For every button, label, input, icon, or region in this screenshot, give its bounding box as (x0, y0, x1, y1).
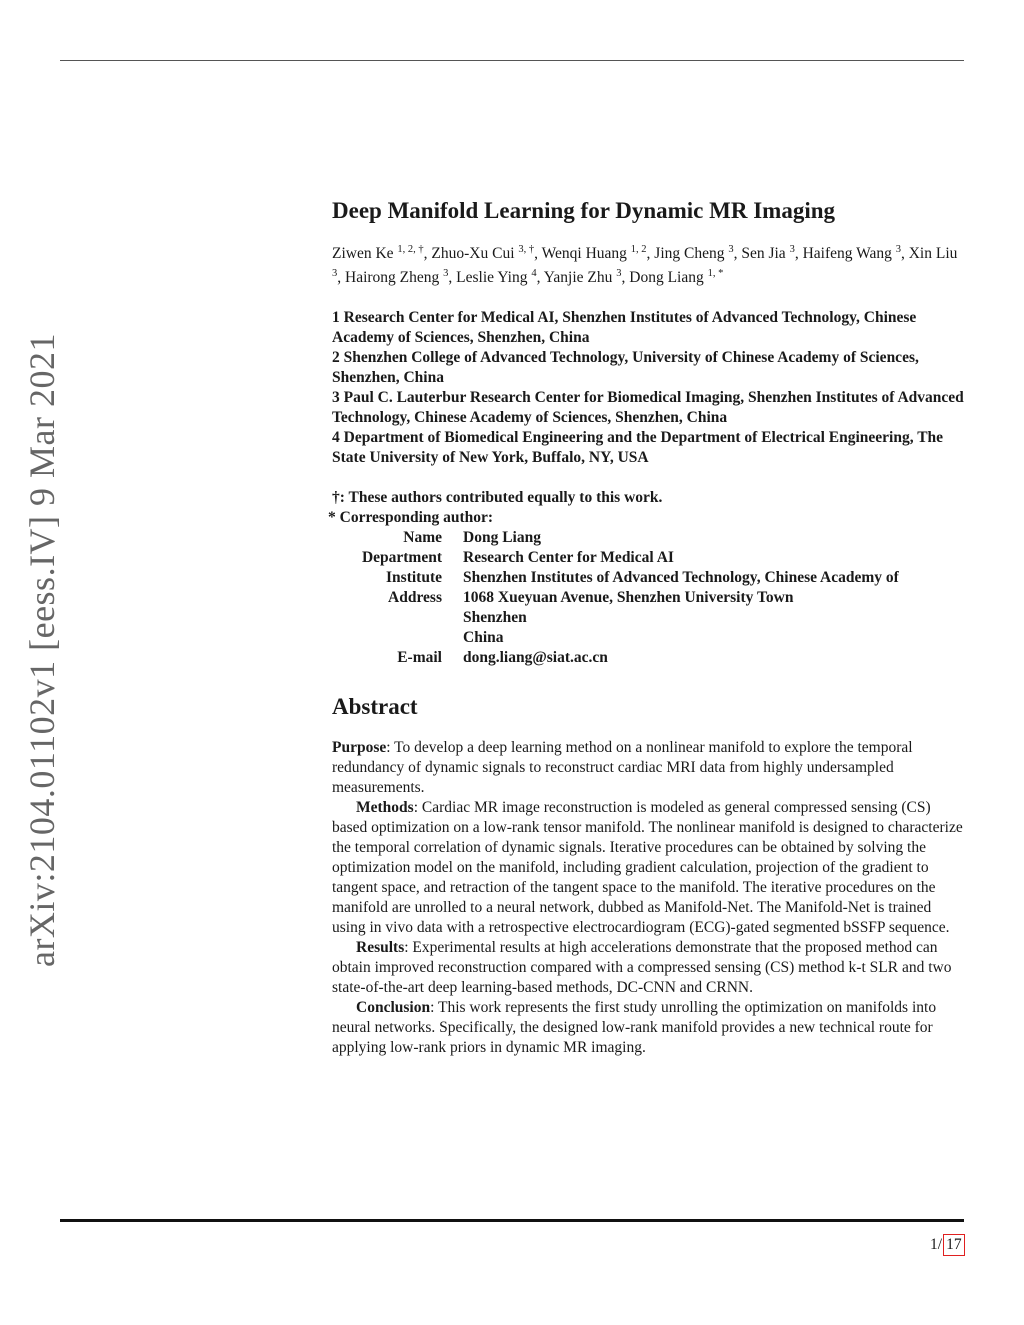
abstract-body (332, 738, 964, 1058)
author-affiliation-mark: 1, * (707, 268, 724, 280)
author-separator: , (621, 269, 630, 287)
contact-key: Department (361, 549, 442, 567)
author-separator: , (337, 269, 345, 287)
corresponding-author-heading: * Corresponding author: (328, 509, 494, 527)
contact-value: Research Center for Medical AI (463, 549, 674, 567)
contact-key: Address (388, 589, 442, 607)
contact-value: dong.liang@siat.ac.cn (463, 649, 608, 667)
author-affiliation-mark: 4 (531, 268, 537, 280)
contact-key: E-mail (397, 649, 442, 667)
author-affiliation-mark: 3 (443, 268, 449, 280)
affiliation: 2 Shenzhen College of Advanced Technology, University of Chinese Academy of Sciences, Shenzhen, China (332, 349, 919, 387)
author-separator: , (534, 245, 542, 263)
equal-contribution-note: †: These authors contributed equally to this work. (332, 489, 663, 507)
page-current: 1/ (930, 1236, 943, 1253)
contact-key: Name (403, 529, 442, 547)
contact-key: Institute (386, 569, 442, 587)
author-affiliation-mark: 3 (789, 244, 795, 255)
contact-table (332, 528, 972, 668)
abstract-paragraph (332, 998, 964, 1058)
affiliation: 3 Paul C. Lauterbur Research Center for Biomedical Imaging, Shenzhen Institutes of Advanced Technology, Chinese Academy of Sciences, Shenzhen, China (332, 389, 964, 427)
abstract-section-text: : To develop a deep learning method on a nonlinear manifold to explore the temporal redundancy of dynamic signals to reconstruct cardiac MRI data from highly undersampled measurements. (332, 739, 913, 797)
contact-row (332, 548, 972, 568)
contact-row (332, 528, 972, 548)
author-notes (328, 488, 972, 528)
author-name: Zhuo-Xu Cui (431, 245, 515, 263)
author-name: Hairong Zheng (345, 269, 440, 287)
author-name: Haifeng Wang (802, 245, 892, 263)
author-separator: , (536, 269, 544, 287)
affiliation-list (332, 308, 964, 468)
abstract-section-label: Methods (356, 799, 414, 817)
author-affiliation-mark: 3 (332, 268, 338, 280)
author-affiliation-mark: 1, 2, † (397, 244, 424, 255)
abstract-section-text: : Cardiac MR image reconstruction is modeled as general compressed sensing (CS) based optimization on a low-rank tensor manifold. The nonlinear manifold is designed to characterize the temporal correlation of dynamic signals. Iterative procedures can be obtained by solving the optimization model on the manifold, including gradient calculation, projection of the gradient to tangent space, and retraction of the tangent space to the manifold. The iterative procedures on the manifold are unrolled to a neural network, dubbed as Manifold-Net. The Manifold-Net is trained using in vivo data with a retrospective electrocardiogram (ECG)-gated segmented bSSFP sequence. (332, 799, 963, 937)
abstract-section-label: Purpose (332, 739, 387, 757)
abstract-heading: Abstract (332, 694, 418, 720)
abstract-paragraph (332, 738, 964, 798)
author-affiliation-mark: 3 (728, 244, 734, 255)
author-separator: , (423, 245, 432, 263)
author-name: Ziwen Ke (332, 245, 394, 263)
author-name: Leslie Ying (456, 269, 528, 287)
page-total-link[interactable]: 17 (943, 1234, 965, 1256)
header-rule (60, 60, 964, 61)
paper-title: Deep Manifold Learning for Dynamic MR Imaging (332, 198, 836, 223)
author-name: Xin Liu (908, 245, 958, 263)
author-affiliation-mark: 3, † (518, 244, 535, 255)
author-affiliation-mark: 3 (895, 244, 901, 255)
contact-row (332, 608, 972, 628)
footer-rule (60, 1219, 964, 1222)
contact-value: 1068 Xueyuan Avenue, Shenzhen University Town (463, 589, 794, 607)
author-separator: , (794, 245, 803, 263)
contact-value: Dong Liang (463, 529, 541, 547)
author-separator: , (448, 269, 457, 287)
author-separator: , (900, 245, 909, 263)
arxiv-side-stamp: arXiv:2104.01102v1 [eess.IV] 9 Mar 2021 (22, 332, 62, 968)
contact-value: China (463, 629, 504, 647)
abstract-section-label: Conclusion (356, 999, 431, 1017)
abstract-section-text: : This work represents the first study unrolling the optimization on manifolds into neural networks. Specifically, the designed low-rank manifold provides a new technical route for applying low-rank priors in dynamic MR imaging. (332, 999, 937, 1057)
author-separator: , (733, 245, 742, 263)
contact-row (332, 628, 972, 648)
abstract-paragraph (332, 938, 964, 998)
author-name: Wenqi Huang (541, 245, 627, 263)
contact-row (332, 648, 972, 668)
affiliation: 1 Research Center for Medical AI, Shenzhen Institutes of Advanced Technology, Chinese Academy of Sciences, Shenzhen, China (332, 309, 917, 347)
author-name: Dong Liang (629, 269, 704, 287)
abstract-section-text: : Experimental results at high accelerations demonstrate that the proposed method can obtain improved reconstruction compared with a compressed sensing (CS) method k-t SLR and two state-of-the-art deep learning-based methods, DC-CNN and CRNN. (332, 939, 952, 997)
contact-key (332, 608, 442, 628)
contact-key (332, 628, 442, 648)
author-name: Jing Cheng (654, 245, 725, 263)
contact-value: Shenzhen (463, 609, 527, 627)
affiliation: 4 Department of Biomedical Engineering and the Department of Electrical Engineering, The State University of New York, Buffalo, NY, USA (332, 429, 944, 467)
paper-first-page (328, 196, 972, 1058)
author-name: Sen Jia (741, 245, 786, 263)
contact-value: Shenzhen Institutes of Advanced Technology, Chinese Academy of (463, 569, 899, 587)
contact-row (332, 568, 972, 588)
abstract-section-label: Results (356, 939, 405, 957)
author-affiliation-mark: 1, 2 (630, 244, 647, 255)
author-name: Yanjie Zhu (543, 269, 613, 287)
abstract-paragraph (332, 798, 964, 938)
contact-row (332, 588, 972, 608)
page-number (930, 1234, 965, 1256)
author-affiliation-mark: 3 (616, 268, 622, 280)
author-separator: , (646, 245, 655, 263)
author-list (332, 240, 964, 288)
